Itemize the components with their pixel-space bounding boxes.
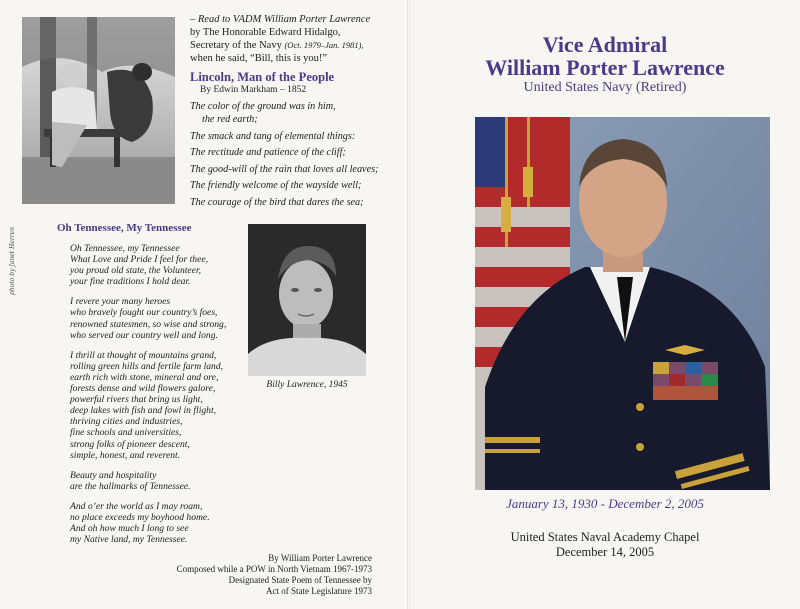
credit-line: Composed while a POW in North Vietnam 1967-1973 — [176, 564, 372, 574]
poem-line: you proud old state, the Volunteer, — [70, 265, 202, 277]
poem-line: And oh how much I long to see — [70, 523, 189, 535]
poem-line: forests dense and wild flowers galore, — [70, 383, 216, 395]
chapel-name: United States Naval Academy Chapel — [510, 530, 700, 544]
poem-line: strong folks of pioneer descent, — [70, 438, 190, 450]
poem-line: simple, honest, and reverent. — [70, 449, 181, 461]
poem-line: And o’er the world as I may roam, — [70, 500, 203, 512]
credit-line: Act of State Legislature 1973 — [266, 586, 372, 596]
poem-line: earth rich with stone, mineral and ore, — [70, 371, 219, 383]
poem-line: renowned statesmen, so wise and strong, — [70, 318, 227, 330]
photo-credit: photo by Janet Herren — [9, 226, 16, 295]
poem-line: Beauty and hospitality — [70, 469, 157, 481]
poem-stanza — [70, 296, 250, 340]
lincoln-poem — [190, 100, 405, 212]
life-dates: January 13, 1930 - December 2, 2005 — [506, 496, 704, 511]
poem-line: are the hallmarks of Tennessee. — [70, 480, 191, 492]
poem-line: no place exceeds my boyhood home. — [70, 511, 210, 523]
lincoln-line: The smack and tang of elemental things: — [190, 130, 356, 142]
read-to-line3: Secretary of the Navy — [190, 40, 285, 51]
poem-line: I thrill at thought of mountains grand, — [70, 349, 217, 361]
cover-service: United States Navy (Retired) — [523, 80, 687, 95]
service-date: December 14, 2005 — [555, 545, 655, 559]
poem-line: deep lakes with fish and fowl in flight, — [70, 405, 217, 417]
poem-stanza — [70, 243, 250, 287]
poem-line: thriving cities and industries, — [70, 416, 183, 428]
lincoln-line: The friendly welcome of the wayside well; — [190, 180, 362, 191]
lincoln-line: The courage of the bird that dares the sea; — [190, 196, 364, 208]
read-to-line1: – Read to VADM William Porter Lawrence — [190, 14, 371, 25]
cover-title-name: William Porter Lawrence — [485, 55, 725, 80]
cover-title-rank: Vice Admiral — [542, 32, 668, 57]
poem-line: who served our country well and long. — [70, 329, 218, 341]
lincoln-line: The color of the ground was in him, — [190, 101, 336, 112]
lincoln-line: the red earth; — [202, 114, 258, 125]
admiral-portrait — [475, 117, 770, 490]
poem-credit — [140, 553, 372, 597]
read-to-note — [190, 14, 405, 65]
tennessee-poem — [70, 243, 250, 554]
service-venue — [410, 530, 800, 560]
credit-line: Designated State Poem of Tennessee by — [228, 575, 372, 585]
read-to-line2: by The Honorable Edward Hidalgo, — [190, 26, 341, 38]
lincoln-title: Lincoln, Man of the People — [190, 70, 335, 84]
poem-line: who bravely fought our country’s foes, — [70, 307, 218, 319]
lincoln-line: The rectitude and patience of the cliff; — [190, 147, 346, 158]
lincoln-author: By Edwin Markham – 1852 — [200, 85, 307, 95]
poem-stanza — [70, 470, 250, 492]
right-page — [410, 0, 800, 609]
billy-photo — [248, 224, 366, 376]
lincoln-line: The good-will of the rain that loves all leaves; — [190, 163, 379, 175]
read-to-dates: (Oct. 1979–Jan. 1981), — [284, 40, 364, 50]
poem-line: powerful rivers that bring us light, — [70, 394, 203, 406]
poem-stanza — [70, 350, 250, 461]
poem-line: my Native land, my Tennessee. — [70, 534, 188, 546]
poem-stanza — [70, 501, 250, 545]
poem-line: rolling green hills and fertile farm land, — [70, 360, 224, 372]
tennessee-title: Oh Tennessee, My Tennessee — [57, 222, 192, 234]
poem-line: I revere your many heroes — [70, 296, 171, 308]
billy-caption: Billy Lawrence, 1945 — [266, 380, 348, 390]
bench-photo — [22, 17, 175, 204]
poem-line: What Love and Pride I feel for thee, — [70, 254, 209, 266]
read-to-line4: when he said, “Bill, this is you!” — [190, 52, 328, 64]
poem-line: your fine traditions I hold dear. — [70, 276, 191, 288]
poem-line: fine schools and universities, — [70, 427, 182, 439]
poem-line: Oh Tennessee, my Tennessee — [70, 243, 180, 254]
credit-line: By William Porter Lawrence — [268, 553, 372, 563]
